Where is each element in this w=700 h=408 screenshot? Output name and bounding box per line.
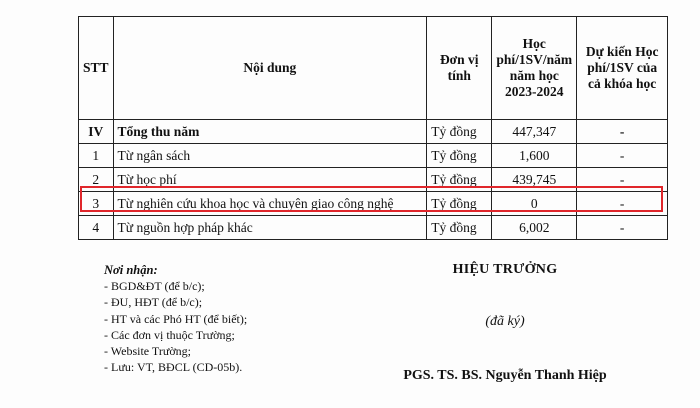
table-row — [79, 144, 668, 168]
table-row-highlighted — [79, 192, 668, 216]
row-stt: IV — [79, 120, 114, 144]
row-estimate: - — [577, 120, 668, 144]
row-estimate: - — [577, 144, 668, 168]
recipient-item: - ĐU, HĐT (để b/c); — [104, 295, 203, 310]
header-stt: STT — [79, 17, 114, 120]
recipient-item: - BGD&ĐT (để b/c); — [104, 279, 205, 294]
header-fee: Học phí/1SV/năm năm học 2023-2024 — [492, 17, 577, 120]
row-unit: Tỷ đồng — [427, 168, 492, 192]
recipient-item: - Lưu: VT, BĐCL (CD-05b). — [104, 360, 243, 375]
signed-note: (đã ký) — [485, 314, 525, 329]
table-row — [79, 216, 668, 240]
header-unit: Đơn vị tính — [427, 17, 492, 120]
row-stt: 4 — [79, 216, 114, 240]
table-row — [79, 120, 668, 144]
row-estimate: - — [577, 168, 668, 192]
row-fee: 6,002 — [492, 216, 577, 240]
row-fee: 447,347 — [492, 120, 577, 144]
signature-block — [380, 262, 630, 384]
table-header-row — [79, 17, 668, 120]
recipient-item: - HT và các Phó HT (để biết); — [104, 311, 248, 326]
row-stt: 2 — [79, 168, 114, 192]
row-stt: 1 — [79, 144, 114, 168]
recipient-item: - Các đơn vị thuộc Trường; — [104, 327, 235, 342]
row-estimate: - — [577, 192, 668, 216]
row-unit: Tỷ đồng — [427, 144, 492, 168]
header-estimate: Dự kiến Học phí/1SV của cả khóa học — [577, 17, 668, 120]
row-estimate: - — [577, 216, 668, 240]
row-fee: 0 — [492, 192, 577, 216]
row-fee: 439,745 — [492, 168, 577, 192]
row-content: Tổng thu năm — [113, 120, 427, 144]
row-content: Từ ngân sách — [113, 144, 427, 168]
row-content: Từ nguồn hợp pháp khác — [113, 216, 427, 240]
recipients-block — [104, 262, 247, 375]
row-unit: Tỷ đồng — [427, 216, 492, 240]
signer-name: PGS. TS. BS. Nguyễn Thanh Hiệp — [403, 368, 607, 383]
row-content: Từ học phí — [113, 168, 427, 192]
finance-table — [78, 16, 668, 240]
row-stt: 3 — [79, 192, 114, 216]
row-unit: Tỷ đồng — [427, 192, 492, 216]
row-fee: 1,600 — [492, 144, 577, 168]
signer-role: HIỆU TRƯỞNG — [452, 262, 558, 277]
row-unit: Tỷ đồng — [427, 120, 492, 144]
recipient-item: - Website Trường; — [104, 344, 192, 359]
header-content: Nội dung — [113, 17, 427, 120]
table-row — [79, 168, 668, 192]
recipients-title: Nơi nhận: — [104, 263, 158, 277]
row-content: Từ nghiên cứu khoa học và chuyên giao công nghệ — [113, 192, 427, 216]
